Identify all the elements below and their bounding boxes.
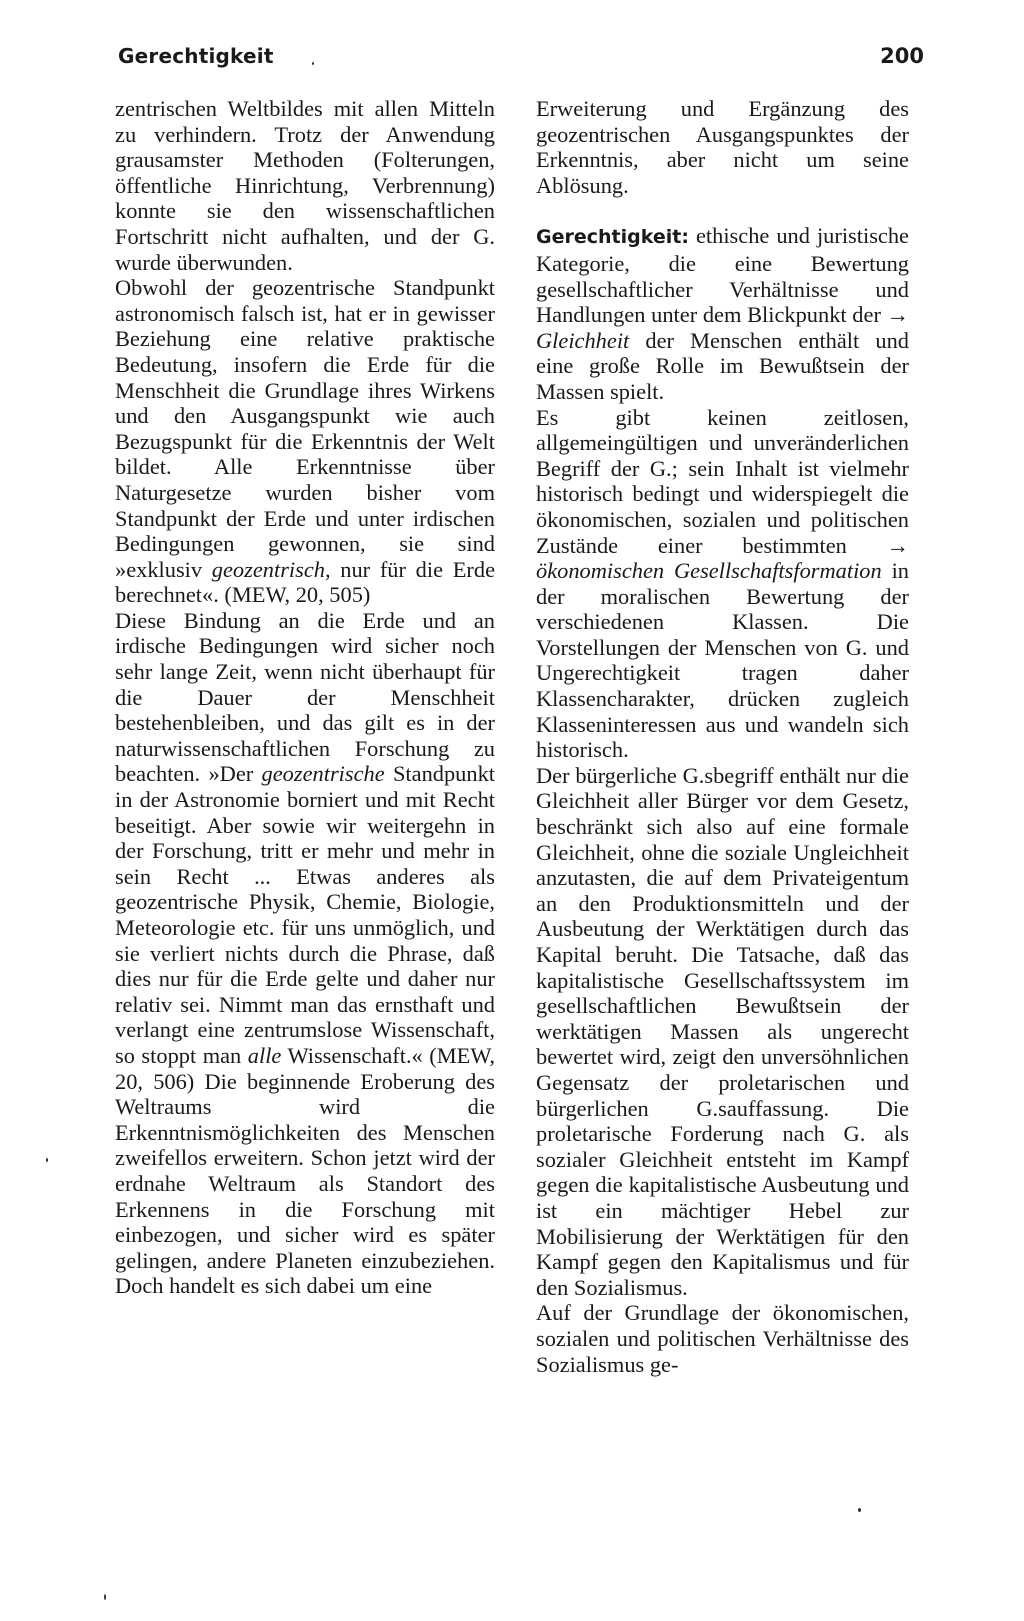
paragraph-text: Obwohl der geozentrische Standpunkt astronomisch falsch ist, hat er in gewisser Beziehung eine relative praktische Bedeutung, insofern die Erde für die Menschheit die Grundlage ihres Wirkens und den Ausgangspunkt wie auch Bezugspunkt für die Erkenntnis der Welt bildet. Alle Erkenntnisse über Naturgesetze wurden bisher vom Standpunkt der Erde und unter irdischen Bedingungen gewonnen, sie sind »exklusiv (115, 275, 495, 582)
dictionary-entry (536, 223, 909, 404)
print-speck (46, 1158, 48, 1162)
paragraph-text: nur für die Erde berechnet«. (MEW, 20, 505) (115, 556, 496, 608)
paragraph-text: Erweiterung und Ergänzung des geozentrischen Ausgangspunktes der Erkenntnis, aber nicht um seine Ablösung. (536, 96, 909, 198)
paragraph-text: ethische und juristische Kategorie, die eine Bewertung gesellschaftlicher Verhältnisse und Handlungen unter dem Blickpunkt der → (536, 223, 909, 328)
italic-text: geozentrisch, (211, 556, 331, 582)
paragraph-text: Diese Bindung an die Erde und an irdische Bedingungen wird sicher noch sehr lange Zeit, wenn nicht überhaupt für die Dauer der Menschheit bestehenbleiben, und das gilt es in der naturwissenschaftlichen Forschung zu beachten. »Der (115, 607, 495, 787)
left-column (115, 96, 495, 1299)
paragraph (536, 405, 909, 763)
paragraph (115, 275, 495, 608)
paragraph (115, 96, 495, 275)
paragraph-text: Standpunkt in der Astronomie borniert und mit Recht beseitigt. Aber sowie wir weitergehn in der Forschung, tritt er mehr und mehr in sein Recht ... Etwas anderes als geozentrische Physik, Chemie, Biologie, Meteorologie etc. für uns unmöglich, und sie verliert nichts durch die Phrase, daß dies nur für die Erde gelte und daher nur relativ sei. Nimmt man das ernsthaft und verlangt eine zentrumslose Wissenschaft, so stoppt man (115, 761, 495, 1068)
print-speck (858, 1508, 861, 1512)
cross-reference: ökonomischen Gesellschaftsformation (536, 558, 882, 584)
paragraph (536, 1300, 909, 1377)
paragraph (115, 608, 495, 1299)
paragraph-text: Der bürgerliche G.sbegriff enthält nur die Gleichheit aller Bürger vor dem Gesetz, beschränkt sich also auf eine formale Gleichheit, ohne die soziale Ungleichheit anzutasten, die auf dem Privateigentum an den Produktionsmitteln und der Ausbeutung der Werktätigen durch das Kapital beruht. Die Tatsache, daß das kapitalistische Gesellschaftssystem im gesellschaftlichen Bewußtsein der werktätigen Massen als ungerecht bewertet wird, zeigt den unversöhnlichen Gegensatz der proletarischen und bürgerlichen G.sauffassung. Die proletarische Forderung nach G. als sozialer Gleichheit entsteht im Kampf gegen die kapitalistische Ausbeutung und ist ein mächtiger Hebel zur Mobilisierung der Werktätigen für den Kampf gegen den Kapitalismus und für den Sozialismus. (536, 762, 909, 1300)
paragraph-text: Auf der Grundlage der ökonomischen, sozialen und politischen Verhältnisse des Sozialismus ge- (536, 1300, 909, 1377)
page-number: 200 (880, 44, 924, 68)
italic-text: geozentrische (261, 761, 385, 787)
paragraph (536, 96, 909, 198)
paragraph-text: zentrischen Weltbildes mit allen Mitteln zu verhindern. Trotz der Anwendung grausamster Methoden (Folterungen, öffentliche Hinrichtung, Verbrennung) konnte sie den wissenschaftlichen Fortschritt nicht aufhalten, und der G. wurde überwunden. (115, 96, 495, 275)
print-speck (104, 1594, 106, 1600)
italic-text: alle (247, 1042, 282, 1068)
entry-term: Gerechtigkeit: (536, 226, 689, 249)
paragraph-text: der Menschen enthält und eine große Rolle im Bewußtsein der Massen spielt. (536, 327, 909, 404)
paragraph-text: Wissenschaft.« (MEW, 20, 506) Die beginnende Eroberung des Weltraums wird die Erkenntnismöglichkeiten des Menschen zweifellos erweitern. Schon jetzt wird der erdnahe Weltraum als Standort des Erkennens in die Forschung mit einbezogen, und sicher wird es später gelingen, andere Planeten einzubeziehen. Doch handelt es sich dabei um eine (115, 1042, 495, 1299)
paragraph-text: in der moralischen Bewertung der verschiedenen Klassen. Die Vorstellungen der Menschen von G. und Ungerechtigkeit tragen daher Klassencharakter, drücken zugleich Klasseninteressen aus und wandeln sich historisch. (536, 558, 909, 763)
right-column (536, 96, 909, 1377)
print-speck (312, 62, 314, 65)
running-head: Gerechtigkeit (118, 44, 274, 68)
paragraph-text: Es gibt keinen zeitlosen, allgemeingültigen und unveränderlichen Begriff der G.; sein Inhalt ist vielmehr historisch bedingt und widerspiegelt die ökonomischen, sozialen und politischen Zustände einer bestimmten → (536, 404, 909, 558)
cross-reference: Gleichheit (536, 327, 630, 353)
paragraph (536, 763, 909, 1300)
